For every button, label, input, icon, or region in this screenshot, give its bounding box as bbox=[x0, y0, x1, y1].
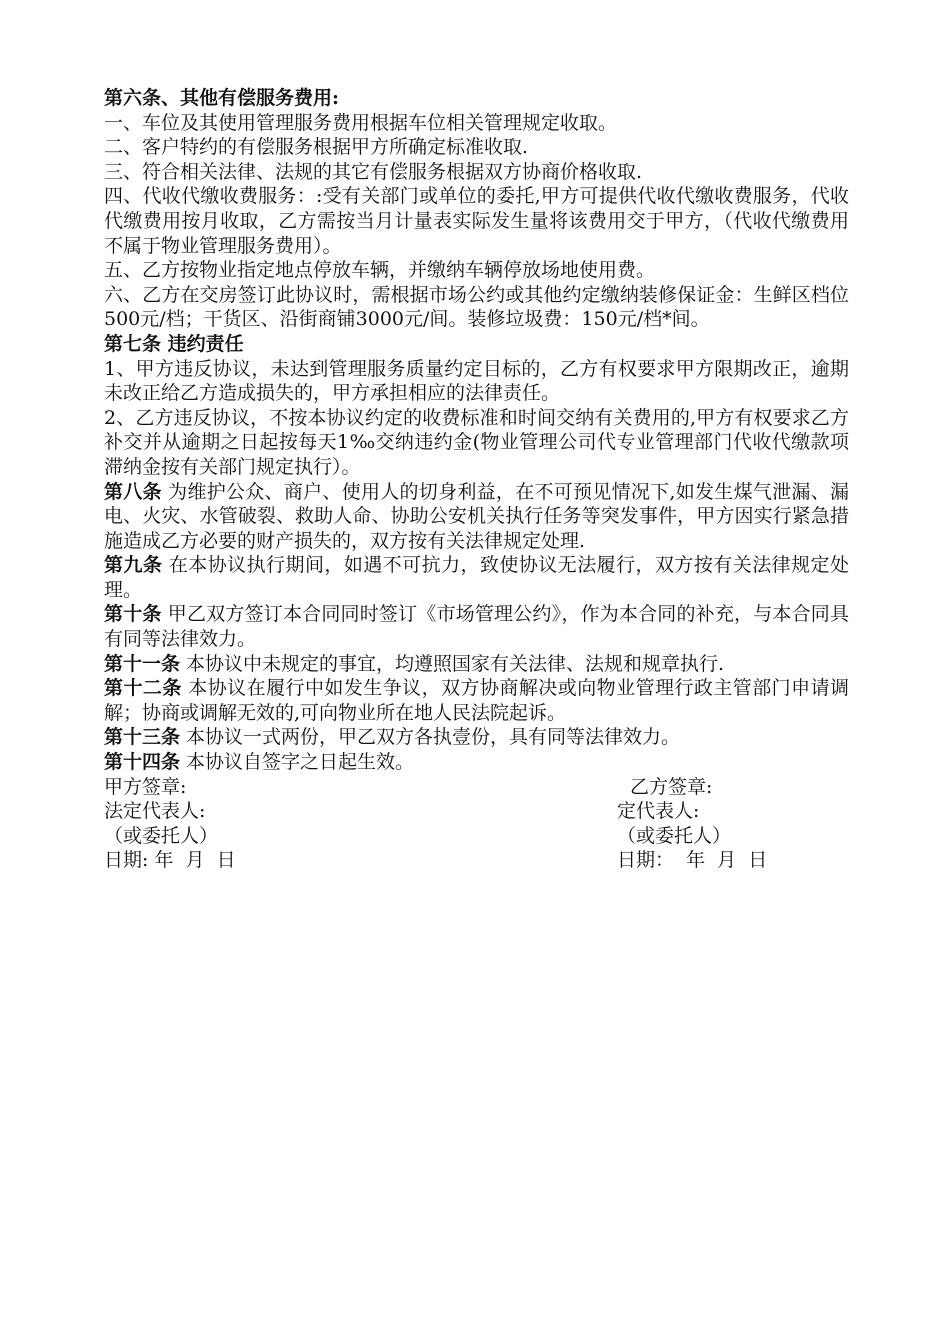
party-a-date-label: 日期: 年 月 日 bbox=[104, 849, 236, 872]
article-11-text: 本协议中未规定的事宜，均遵照国家有关法律、法规和规章执行. bbox=[180, 652, 725, 675]
article-9 bbox=[104, 553, 849, 602]
article-14 bbox=[104, 750, 849, 775]
article-7-title: 第七条 违约责任 bbox=[104, 332, 244, 355]
signature-row-date bbox=[104, 848, 849, 873]
article-13-text: 本协议一式两份，甲乙双方各执壹份，具有同等法律效力。 bbox=[180, 726, 681, 749]
article-12-text: 本协议在履行中如发生争议，双方协商解决或向物业管理行政主管部门申请调解；协商或调解无效的,可向物业所在地人民法院起诉。 bbox=[104, 677, 849, 724]
signature-row-seal bbox=[104, 775, 849, 800]
article-10-label: 第十条 bbox=[104, 603, 162, 626]
article-9-label: 第九条 bbox=[104, 554, 163, 577]
article-8 bbox=[104, 480, 849, 554]
party-a-agent-label: （或委托人） bbox=[104, 824, 219, 847]
article-9-text: 在本协议执行期间，如遇不可抗力，致使协议无法履行，双方按有关法律规定处理。 bbox=[104, 554, 849, 601]
party-a-representative-label: 法定代表人: bbox=[104, 800, 206, 823]
article-10 bbox=[104, 602, 849, 651]
article-11-label: 第十一条 bbox=[104, 652, 181, 675]
party-b-representative-label: 定代表人: bbox=[617, 800, 700, 823]
party-a-seal-label: 甲方签章: bbox=[104, 775, 187, 798]
article-6-item-2: 二、客户特约的有偿服务根据甲方所确定标准收取. bbox=[104, 136, 529, 159]
article-7-item-1: 1、甲方违反协议，未达到管理服务质量约定目标的，乙方有权要求甲方限期改正，逾期未改正给乙方造成损失的，甲方承担相应的法律责任。 bbox=[104, 357, 849, 405]
signature-row-agent bbox=[104, 824, 849, 849]
article-13 bbox=[104, 725, 849, 750]
signature-row-representative bbox=[104, 799, 849, 824]
party-b-agent-label: （或委托人） bbox=[617, 824, 732, 847]
article-8-text: 为维护公众、商户、使用人的切身利益，在不可预见情况下,如发生煤气泄漏、漏电、火灾、水管破裂、救助人命、协助公安机关执行任务等突发事件，甲方因实行紧急措施造成乙方必要的财产损失的，双方按有关法律规定处理. bbox=[104, 480, 849, 552]
article-6-title: 第六条、其他有偿服务费用: bbox=[104, 87, 340, 109]
article-14-label: 第十四条 bbox=[104, 751, 181, 774]
article-12-label: 第十二条 bbox=[104, 677, 182, 700]
party-b-seal-label: 乙方签章: bbox=[630, 775, 713, 798]
article-6-item-1: 一、车位及其使用管理服务费用根据车位相关管理规定收取。 bbox=[104, 111, 618, 134]
contract-page bbox=[104, 86, 849, 873]
article-14-text: 本协议自签字之日起生效。 bbox=[180, 751, 415, 774]
article-6-item-4: 四、代收代缴收费服务：:受有关部门或单位的委托,甲方可提供代收代缴收费服务，代收代缴费用按月收取，乙方需按当月计量表实际发生量将该费用交于甲方，（代收代缴费用不属于物业管理服务费用）。 bbox=[104, 185, 849, 257]
article-6-item-6: 六、乙方在交房签订此协议时，需根据市场公约或其他约定缴纳装修保证金：生鲜区档位500元/档；干货区、沿街商铺3000元/间。装修垃圾费：150元/档*间。 bbox=[104, 283, 849, 331]
article-13-label: 第十三条 bbox=[104, 726, 181, 749]
article-10-text: 甲乙双方签订本合同同时签订《市场管理公约》，作为本合同的补充，与本合同具有同等法律效力。 bbox=[104, 603, 849, 651]
article-7-item-2: 2、乙方违反协议，不按本协议约定的收费标准和时间交纳有关费用的,甲方有权要求乙方补交并从逾期之日起按每天1‰交纳违约金(物业管理公司代专业管理部门代收代缴款项滞纳金按有关部门规定执行）。 bbox=[104, 406, 849, 478]
article-6-item-3: 三、符合相关法律、法规的其它有偿服务根据双方协商价格收取. bbox=[104, 160, 643, 183]
article-6-item-5: 五、乙方按物业指定地点停放车辆，并缴纳车辆停放场地使用费。 bbox=[104, 259, 656, 282]
party-b-date-label: 日期： 年 月 日 bbox=[617, 849, 768, 872]
article-11 bbox=[104, 652, 849, 677]
article-12 bbox=[104, 676, 849, 725]
article-8-label: 第八条 bbox=[104, 480, 162, 503]
